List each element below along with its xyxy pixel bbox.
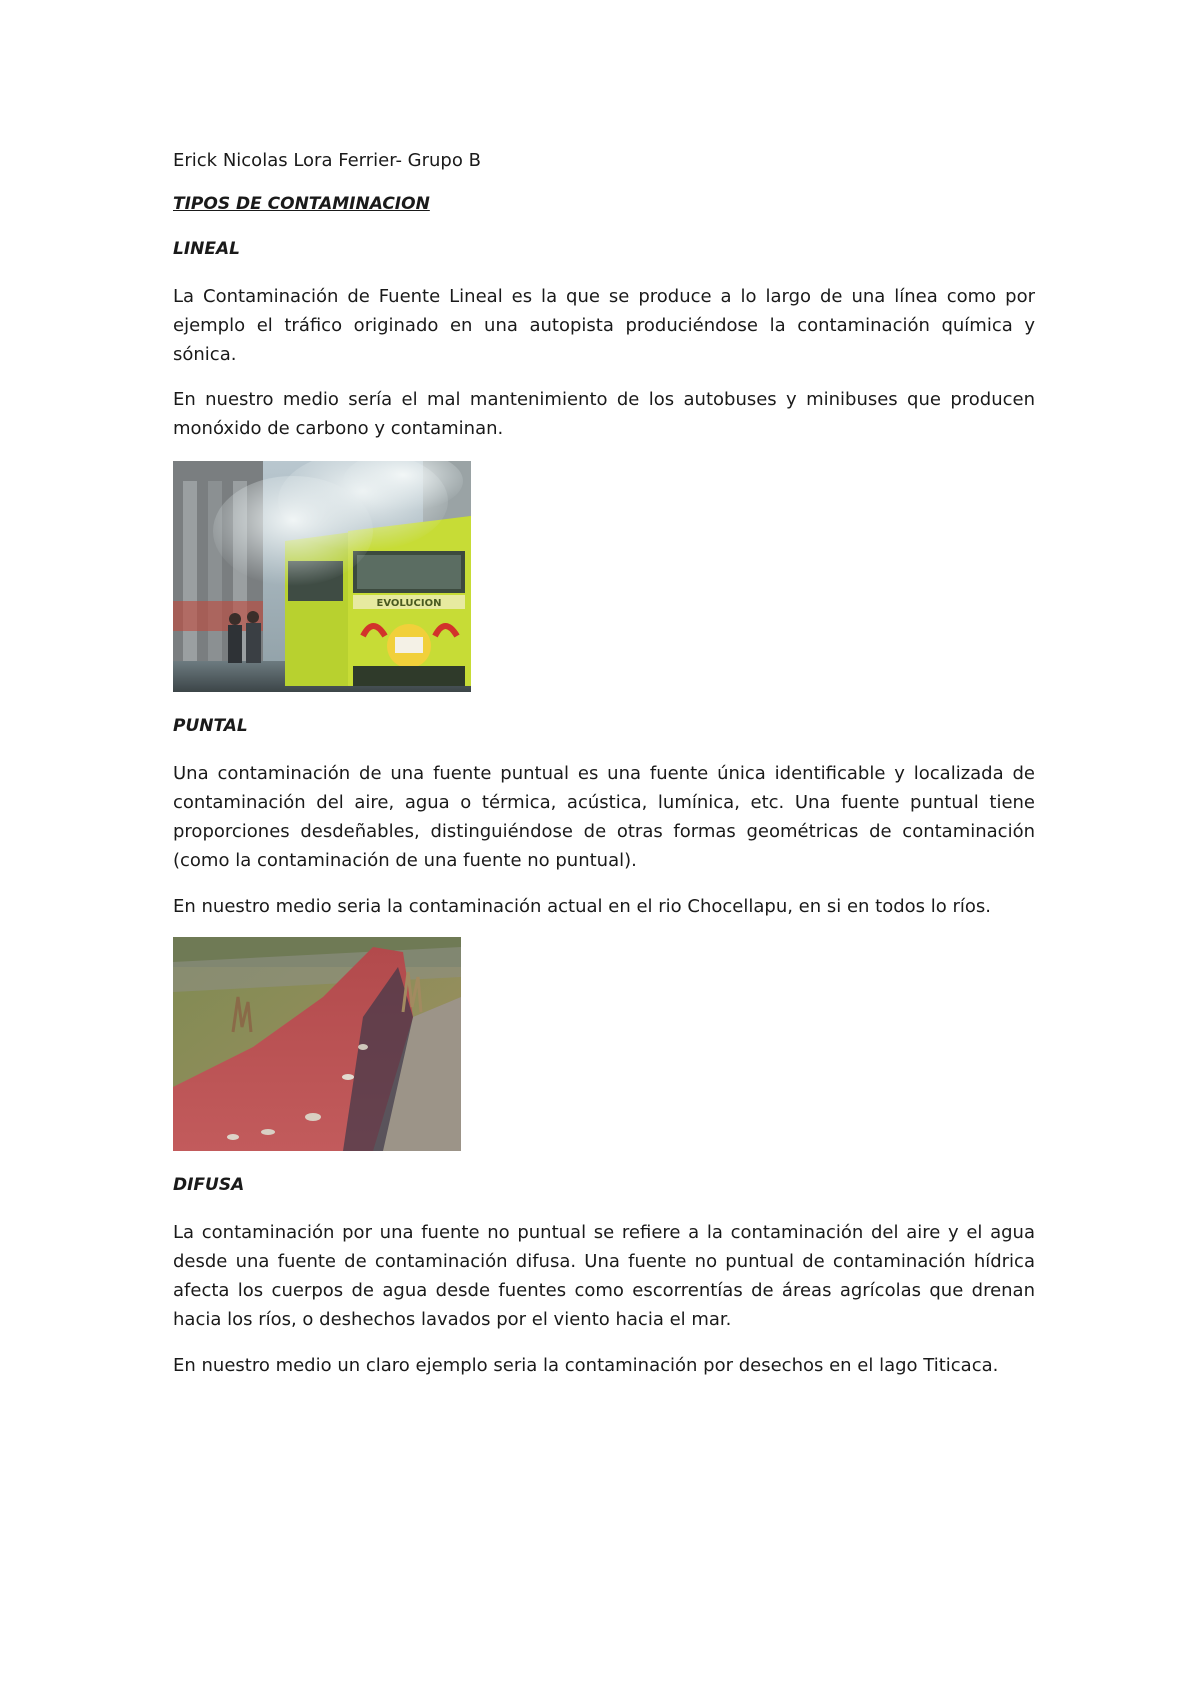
bus-sign-text: EVOLUCION	[376, 598, 442, 609]
lineal-paragraph-1: La Contaminación de Fuente Lineal es la que se produce a lo largo de una línea como por ejemplo el tráfico originado en una autopista produciéndose la contaminación química y sónica.	[173, 286, 1035, 365]
bus-smoke-photo	[173, 461, 471, 692]
polluted-river-photo	[173, 937, 461, 1151]
puntal-paragraph-2: En nuestro medio seria la contaminación actual en el rio Chocellapu, en si en todos lo ríos.	[173, 896, 992, 917]
document-title: TIPOS DE CONTAMINACION	[173, 194, 430, 214]
section-heading-puntal: PUNTAL	[173, 716, 248, 736]
difusa-paragraph-1: La contaminación por una fuente no puntual se refiere a la contaminación del aire y el agua desde una fuente de contaminación difusa. Una fuente no puntual de contaminación hídrica afecta los cuerpos de agua desde fuentes como escorrentías de áreas agrícolas que drenan hacia los ríos, o deshechos lavados por el viento hacia el mar.	[173, 1222, 1035, 1330]
section-heading-difusa: DIFUSA	[173, 1175, 245, 1195]
lineal-paragraph-2: En nuestro medio sería el mal mantenimiento de los autobuses y minibuses que producen monóxido de carbono y contaminan.	[173, 389, 1035, 439]
section-heading-lineal: LINEAL	[173, 239, 240, 259]
puntal-paragraph-1: Una contaminación de una fuente puntual es una fuente única identificable y localizada de contaminación del aire, agua o térmica, acústica, lumínica, etc. Una fuente puntual tiene proporciones desdeñables, distinguiéndose de otras formas geométricas de contaminación (como la contaminación de una fuente no puntual).	[173, 763, 1035, 871]
difusa-paragraph-2: En nuestro medio un claro ejemplo seria la contaminación por desechos en el lago Titicaca.	[173, 1355, 999, 1376]
author-line: Erick Nicolas Lora Ferrier- Grupo B	[173, 150, 481, 171]
